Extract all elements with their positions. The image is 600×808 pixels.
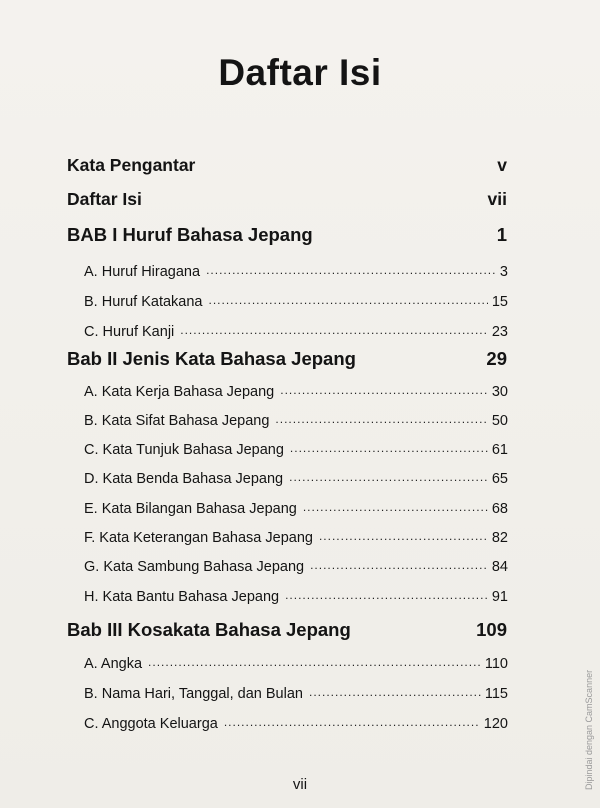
watermark-text: Dipindai dengan CamScanner [584, 669, 594, 790]
toc-leader-dots [180, 323, 488, 337]
toc-chapter-page: 29 [486, 348, 507, 369]
toc-leader-dots [289, 470, 488, 484]
toc-item-page: 23 [491, 324, 508, 340]
page-number: vii [292, 776, 308, 793]
toc-item[interactable] [84, 644, 508, 672]
toc-item-label: B. Nama Hari, Tanggal, dan Bulan [84, 686, 303, 702]
toc-leader-dots [309, 685, 481, 699]
toc-item-page: 65 [491, 471, 508, 487]
toc-item-page: 110 [484, 656, 508, 672]
toc-item[interactable] [84, 518, 508, 546]
toc-item-page: 120 [483, 716, 508, 732]
toc-item[interactable] [84, 489, 508, 517]
toc-item-label: C. Huruf Kanji [84, 324, 175, 340]
toc-item-label: D. Kata Benda Bahasa Jepang [84, 471, 284, 487]
toc-leader-dots [319, 529, 488, 543]
toc-item[interactable] [84, 704, 508, 732]
toc-item[interactable] [84, 372, 508, 400]
toc-item-label: C. Anggota Keluarga [84, 716, 218, 732]
toc-chapter-page: 1 [496, 224, 507, 245]
toc-item[interactable] [84, 430, 508, 458]
toc-leader-dots [280, 383, 488, 397]
toc-chapter-label: Bab II Jenis Kata Bahasa Jepang [67, 348, 356, 369]
scanner-watermark [574, 600, 594, 800]
toc-item-label: E. Kata Bilangan Bahasa Jepang [84, 501, 297, 517]
toc-leader-dots [310, 558, 488, 572]
toc-item-page: 3 [499, 264, 508, 280]
toc-item[interactable] [84, 459, 508, 487]
page-title: Daftar Isi [218, 52, 382, 93]
toc-item-page: 15 [491, 294, 508, 310]
toc-item-page: 68 [491, 501, 508, 517]
toc-item-page: 91 [491, 589, 508, 605]
toc-chapter-1[interactable] [67, 218, 507, 246]
toc-leader-dots [290, 441, 488, 455]
toc-item-label: F. Kata Keterangan Bahasa Jepang [84, 530, 313, 546]
toc-item[interactable] [84, 577, 508, 605]
toc-item-label: A. Angka [84, 656, 143, 672]
toc-leader-dots [148, 655, 481, 669]
toc-leader-dots [209, 293, 488, 307]
toc-entry-kata-pengantar[interactable] [67, 148, 507, 176]
toc-leader-dots [303, 500, 488, 514]
toc-item[interactable] [84, 252, 508, 280]
toc-entry-label: Kata Pengantar [67, 155, 196, 175]
toc-item[interactable] [84, 674, 508, 702]
toc-item-page: 30 [491, 384, 508, 400]
toc-entry-daftar-isi[interactable] [67, 182, 507, 210]
toc-leader-dots [275, 412, 487, 426]
toc-item[interactable] [84, 401, 508, 429]
toc-item-label: A. Kata Kerja Bahasa Jepang [84, 384, 275, 400]
toc-item-label: B. Huruf Katakana [84, 294, 203, 310]
toc-item[interactable] [84, 547, 508, 575]
toc-chapter-label: Bab III Kosakata Bahasa Jepang [67, 619, 351, 640]
toc-item-label: B. Kata Sifat Bahasa Jepang [84, 413, 270, 429]
toc-item-label: G. Kata Sambung Bahasa Jepang [84, 559, 305, 575]
toc-chapter-page: 109 [476, 619, 507, 640]
toc-entry-page: vii [487, 189, 507, 209]
toc-chapter-3[interactable] [67, 613, 507, 641]
toc-chapter-2[interactable] [67, 342, 507, 370]
toc-entry-label: Daftar Isi [67, 189, 142, 209]
toc-entry-page: v [497, 155, 507, 175]
toc-item-page: 50 [491, 413, 508, 429]
toc-item[interactable] [84, 312, 508, 340]
toc-item-label: A. Huruf Hiragana [84, 264, 201, 280]
toc-chapter-label: BAB I Huruf Bahasa Jepang [67, 224, 313, 245]
toc-item-label: C. Kata Tunjuk Bahasa Jepang [84, 442, 284, 458]
toc-leader-dots [285, 588, 488, 602]
toc-leader-dots [206, 263, 496, 277]
toc-item-page: 115 [484, 686, 508, 702]
toc-item-page: 61 [491, 442, 508, 458]
toc-item-page: 84 [491, 559, 508, 575]
toc-item[interactable] [84, 282, 508, 310]
toc-leader-dots [224, 715, 480, 729]
toc-item-label: H. Kata Bantu Bahasa Jepang [84, 589, 280, 605]
toc-item-page: 82 [491, 530, 508, 546]
